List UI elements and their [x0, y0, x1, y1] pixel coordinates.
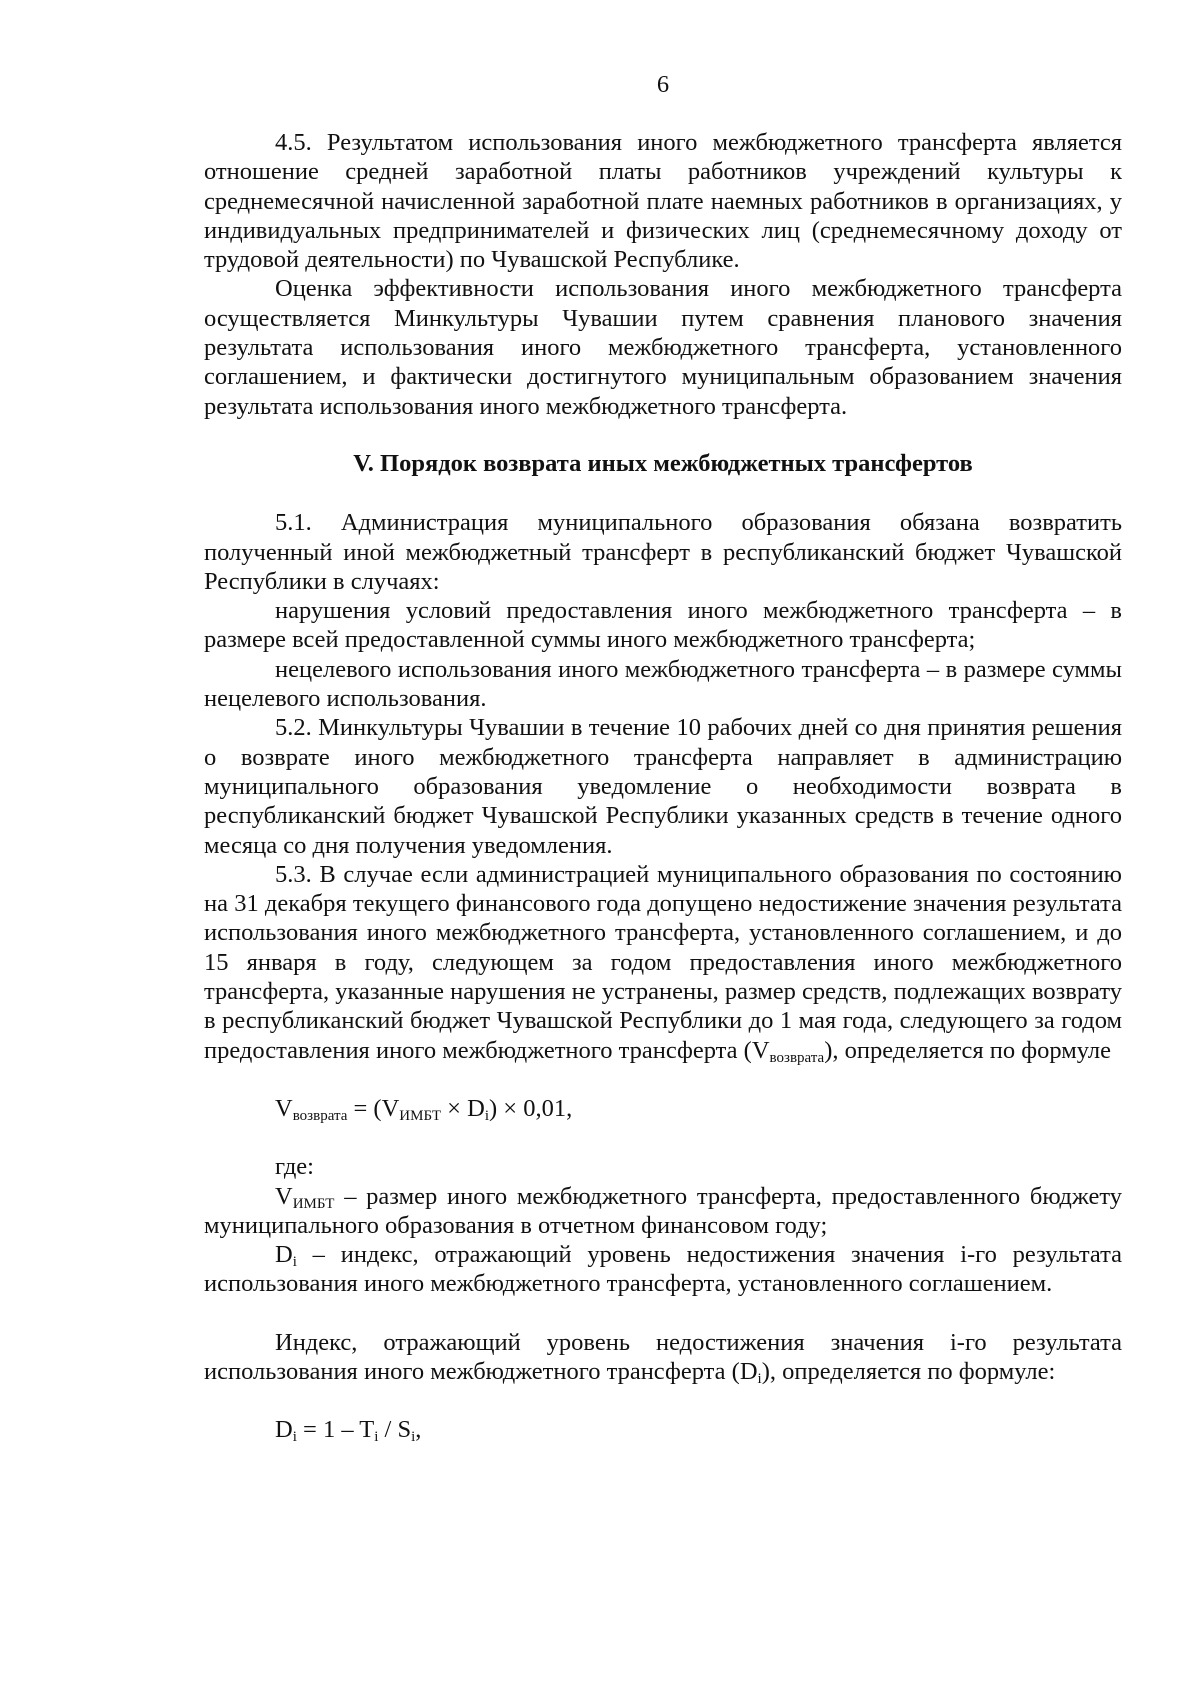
definition-v-imbt: $V_{ИМБТ}$ – размер иного межбюджетного трансферта, предоставленного бюджету муниципального образования в отчетном финансовом году;	[204, 1182, 1122, 1239]
where-label: где:	[275, 1153, 314, 1181]
paragraph-index-tail: ), определяется по формуле:	[761, 1357, 1056, 1385]
subscript-return: возврата	[769, 1049, 825, 1066]
paragraph-5-1-case-a: нарушения условий предоставления иного межбюджетного трансферта – в размере всей предоставленной суммы иного межбюджетного трансферта;	[204, 597, 1122, 654]
paragraph-4-5: 4.5. Результатом использования иного межбюджетного трансферта является отношение средней заработной платы работников учреждений культуры к среднемесячной начисленной заработной плате наемных работников в организациях, у индивидуальных предпринимателей и физических лиц (среднемесячному доходу от трудовой деятельности) по Чувашской Республике.	[204, 129, 1122, 274]
paragraph-5-2: 5.2. Минкультуры Чувашии в течение 10 рабочих дней со дня принятия решения о возврате иного межбюджетного трансферта направляет в администрацию муниципального образования уведомление о необходимости возврата в республиканский бюджет Чувашской Республики указанных средств в течение одного месяца со дня получения уведомления.	[204, 714, 1122, 859]
formula-return-amount: $V_{возврата} = (V_{ИМБТ} \times D_i) \times 0,01$,	[275, 1094, 573, 1124]
definition-d-i-text: – индекс, отражающий уровень недостижения значения i-го результата использования иного межбюджетного трансферта, установленного соглашением.	[204, 1241, 1122, 1298]
page-number: 6	[656, 71, 670, 98]
paragraph-5-1: 5.1. Администрация муниципального образования обязана возвратить полученный иной межбюджетный трансферт в республиканский бюджет Чувашской Республики в случаях:	[204, 509, 1122, 595]
section-heading: V. Порядок возврата иных межбюджетных трансфертов	[353, 449, 973, 477]
paragraph-5-3-tail: ), определяется по формуле	[824, 1036, 1112, 1064]
paragraph-5-1-case-b: нецелевого использования иного межбюджетного трансферта – в размере суммы нецелевого использования.	[204, 655, 1122, 713]
definition-v-imbt-text: – размер иного межбюджетного трансферта, предоставленного бюджету муниципального образования в отчетном финансовом году;	[204, 1182, 1122, 1239]
formula-index: $D_i = 1 - T_i / S_i$,	[275, 1416, 422, 1446]
document-page	[204, 70, 1122, 1474]
symbol-v: V	[751, 1036, 770, 1064]
paragraph-evaluation: Оценка эффективности использования иного межбюджетного трансферта осуществляется Минкультуры Чувашии путем сравнения планового значения результата использования иного межбюджетного трансферта, установленного соглашением, и фактически достигнутого муниципальным образованием значения результата использования иного межбюджетного трансферта.	[204, 275, 1122, 420]
paragraph-5-3-text: 5.3. В случае если администрацией муниципального образования по состоянию на 31 декабря текущего финансового года допущено недостижение значения результата использования иного межбюджетного трансферта, установленного соглашением, и до 15 января в году, следующем за годом предоставления иного межбюджетного трансферта, указанные нарушения не устранены, размер средств, подлежащих возврату в республиканский бюджет Чувашской Республики до 1 мая года, следующего за годом предоставления иного межбюджетного трансферта (	[204, 860, 1122, 1064]
definition-d-i: $D_i$ – индекс, отражающий уровень недостижения значения i-го результата использования иного межбюджетного трансферта, установленного соглашением.	[204, 1241, 1122, 1298]
blank-line	[204, 1299, 1122, 1328]
paragraph-index-text: Индекс, отражающий уровень недостижения значения i-го результата использования иного межбюджетного трансферта (	[204, 1328, 1122, 1385]
paragraph-index: Индекс, отражающий уровень недостижения значения i-го результата использования иного межбюджетного трансферта $(D_i)$, определяется по формуле:	[204, 1328, 1122, 1387]
paragraph-5-3	[204, 860, 1122, 1065]
